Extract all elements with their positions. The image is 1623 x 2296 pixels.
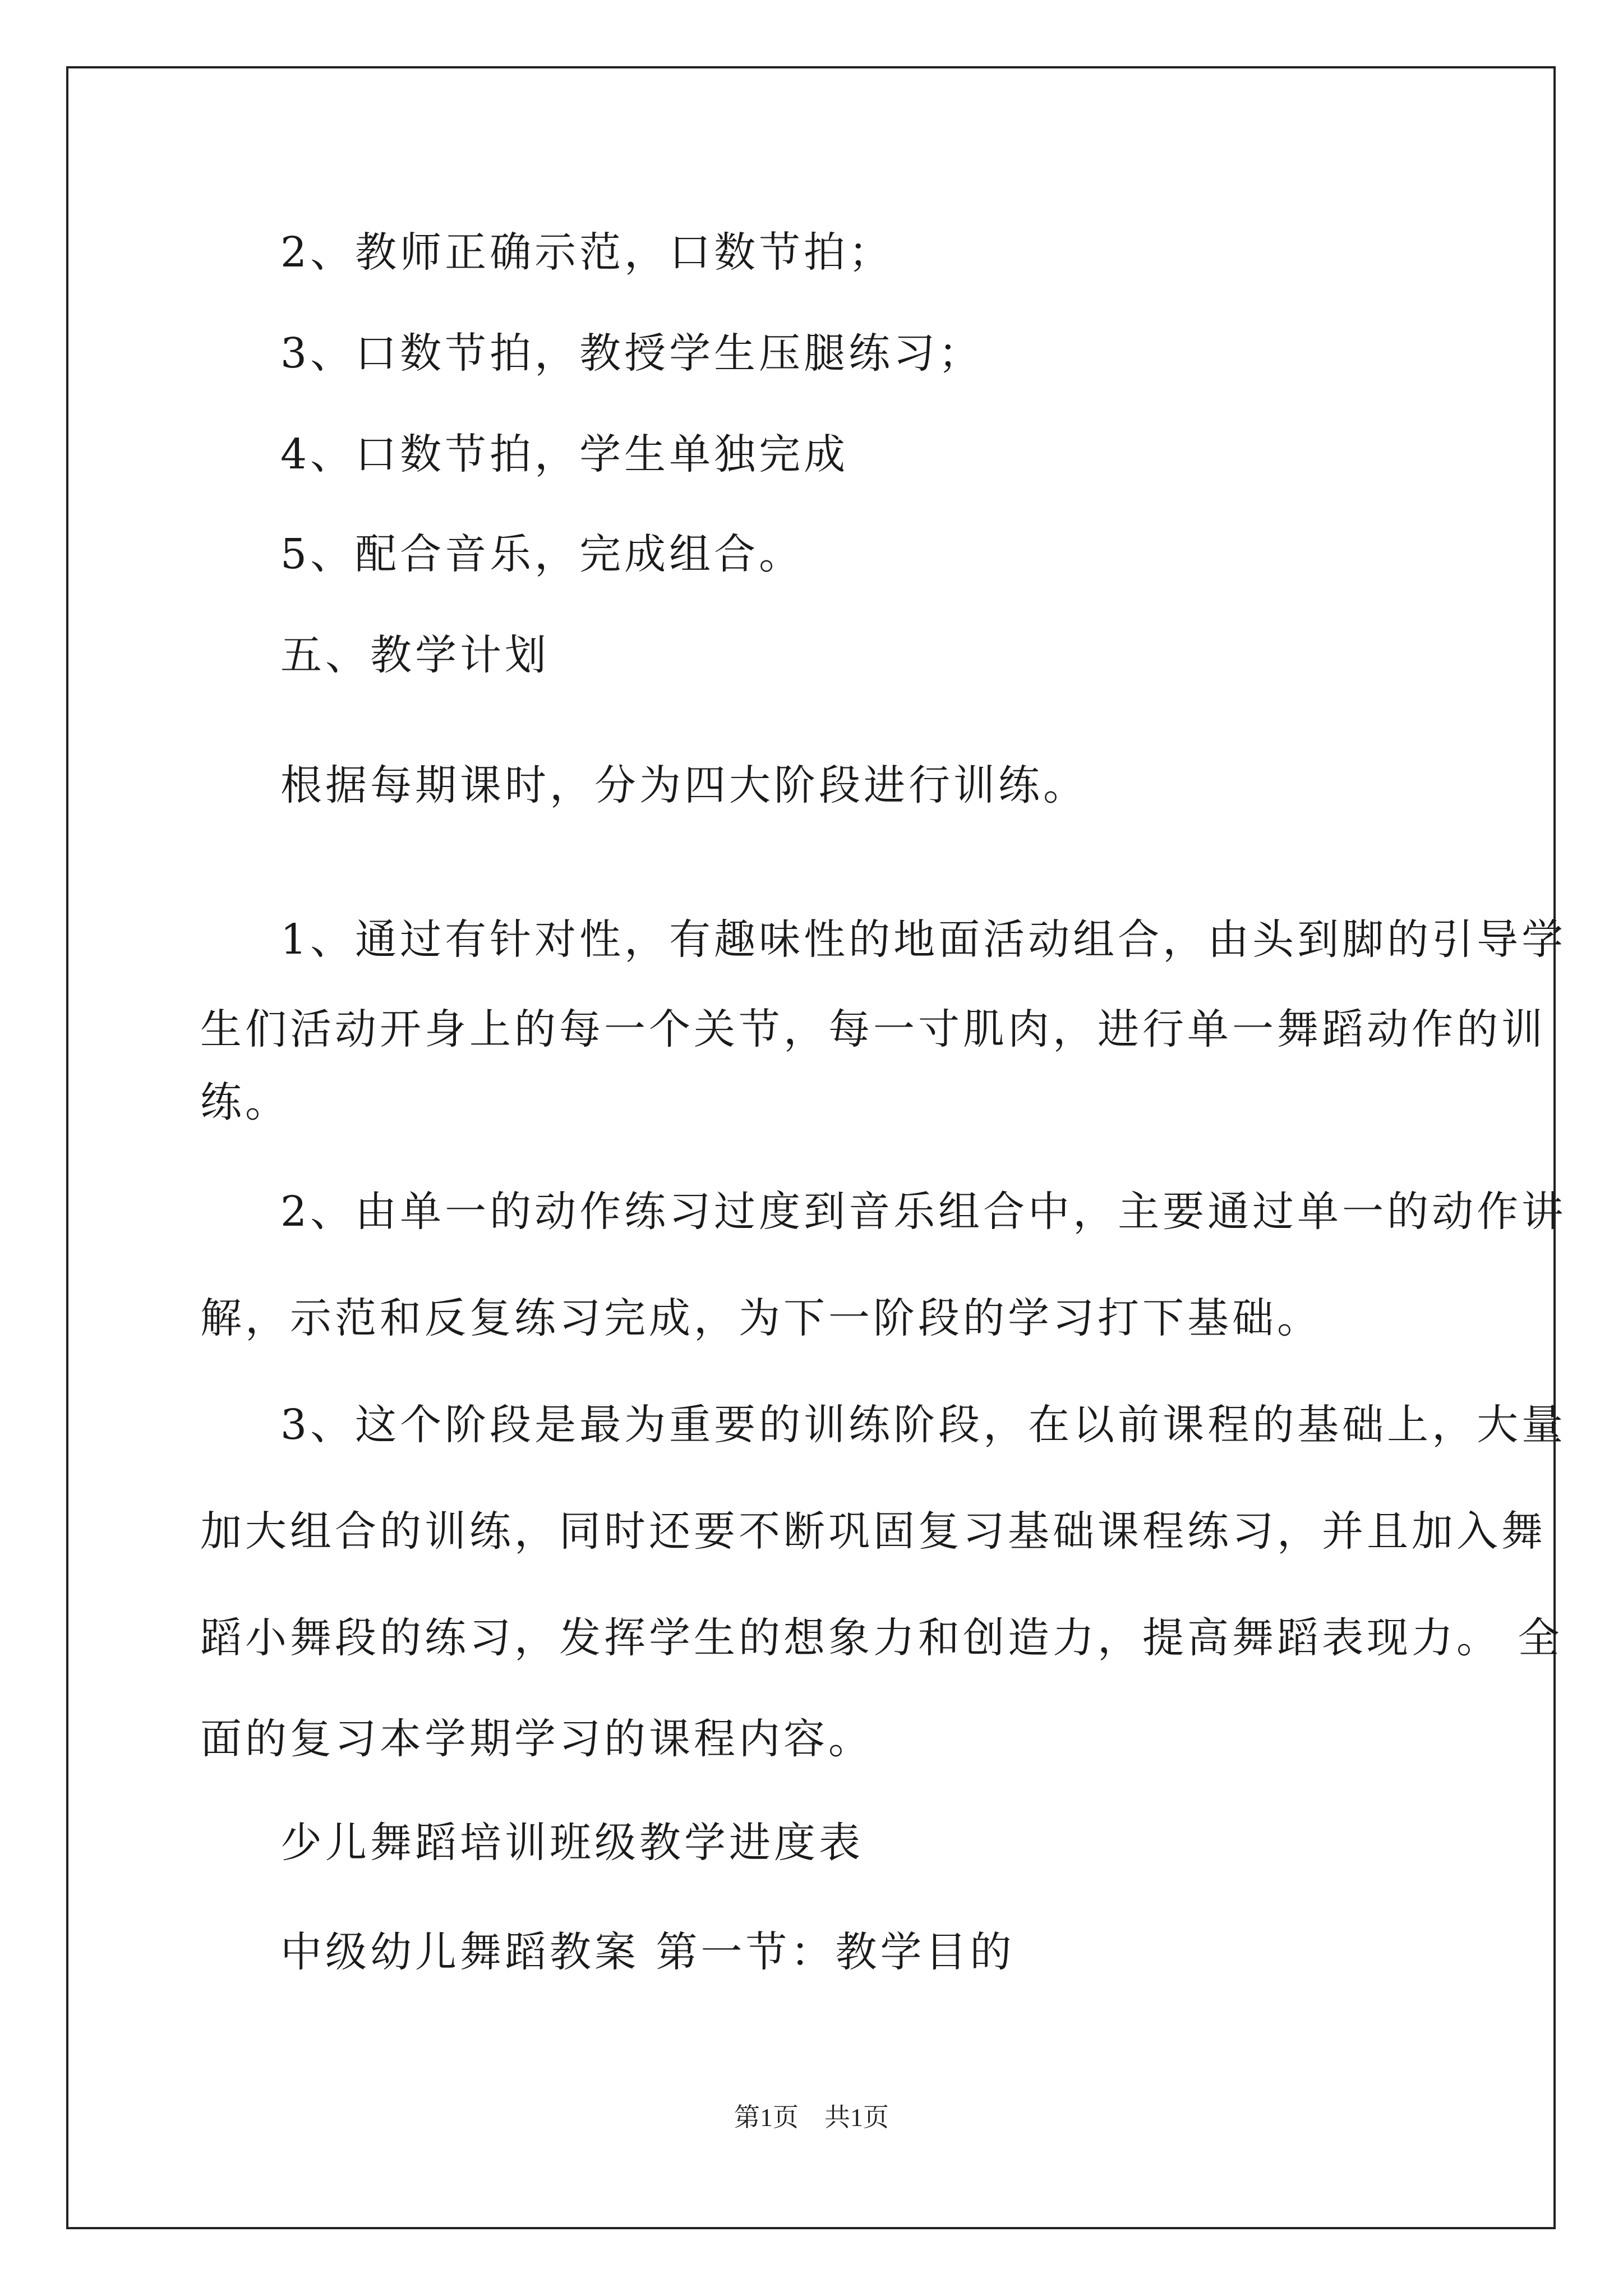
text-line: 1、通过有针对性，有趣味性的地面活动组合，由头到脚的引导学 (280, 915, 1567, 964)
text-line: 4、口数节拍，学生单独完成 (280, 430, 849, 478)
text-line: 2、由单一的动作练习过度到音乐组合中，主要通过单一的动作讲 (280, 1188, 1567, 1236)
text-line: 解，示范和反复练习完成，为下一阶段的学习打下基础。 (200, 1294, 1322, 1342)
text-line: 蹈小舞段的练习，发挥学生的想象力和创造力，提高舞蹈表现力。 全 (200, 1614, 1563, 1662)
text-line: 3、这个阶段是最为重要的训练阶段，在以前课程的基础上，大量 (280, 1401, 1567, 1449)
text-line: 加大组合的训练，同时还要不断巩固复习基础课程练习，并且加入舞 (200, 1507, 1546, 1556)
page-border (66, 66, 1556, 2229)
text-line: 生们活动开身上的每一个关节，每一寸肌肉，进行单一舞蹈动作的训 (200, 1005, 1546, 1053)
text-line: 少儿舞蹈培训班级教学进度表 (280, 1819, 864, 1867)
text-line: 3、口数节拍，教授学生压腿练习； (280, 329, 984, 378)
text-line: 练。 (200, 1078, 290, 1126)
text-line: 中级幼儿舞蹈教案 第一节：教学目的 (280, 1928, 1015, 1976)
text-line: 面的复习本学期学习的课程内容。 (200, 1715, 873, 1763)
text-line: 根据每期课时，分为四大阶段进行训练。 (280, 761, 1088, 809)
text-line: 5、配合音乐，完成组合。 (280, 530, 804, 578)
page-number-footer: 第1页 共1页 (734, 2103, 889, 2132)
section-heading: 五、教学计划 (280, 631, 550, 679)
text-line: 2、教师正确示范，口数节拍； (280, 228, 894, 277)
